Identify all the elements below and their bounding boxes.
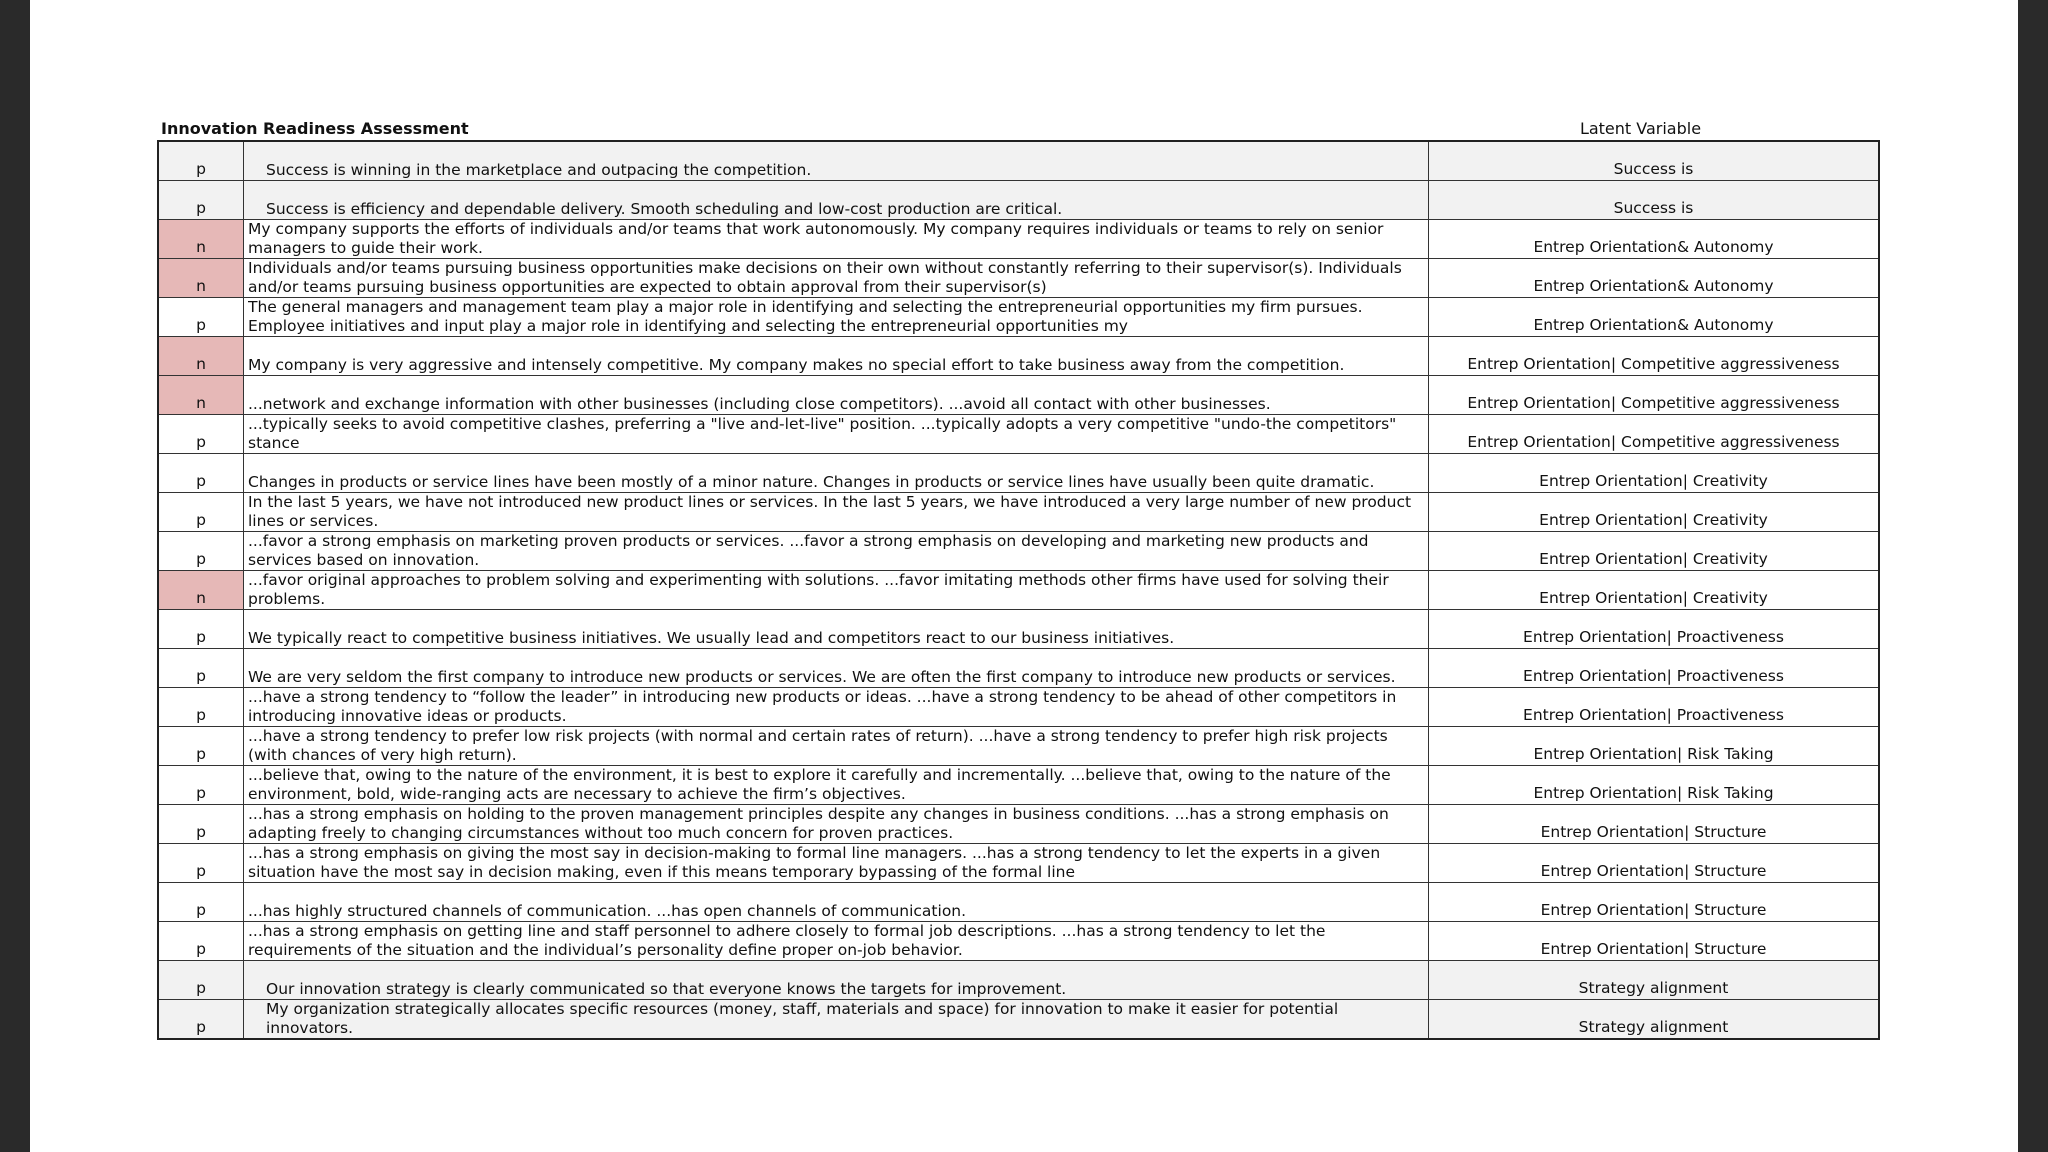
statement-cell — [244, 415, 1429, 454]
statement-cell — [244, 766, 1429, 805]
table-row — [158, 376, 1879, 415]
polarity-cell: p — [158, 649, 244, 688]
table-row — [158, 298, 1879, 337]
table-row — [158, 649, 1879, 688]
table-row — [158, 922, 1879, 961]
statement-cell — [244, 922, 1429, 961]
statement-text: Changes in products or service lines have been mostly of a minor nature. Changes in products or service lines have usually been quite dramatic. — [248, 473, 1375, 491]
statement-cell — [244, 649, 1429, 688]
statement-cell — [244, 376, 1429, 415]
latent-variable-cell: Entrep Orientation& Autonomy — [1429, 220, 1880, 259]
statement-text: My company supports the efforts of individuals and/or teams that work autonomously. My company requires individuals or teams to rely on senior managers to guide their work. — [248, 220, 1384, 257]
statement-cell — [244, 141, 1429, 181]
statement-cell — [244, 259, 1429, 298]
polarity-cell: p — [158, 688, 244, 727]
polarity-cell: n — [158, 220, 244, 259]
statement-text: Success is efficiency and dependable delivery. Smooth scheduling and low-cost production are critical. — [266, 200, 1063, 218]
polarity-cell: p — [158, 141, 244, 181]
polarity-cell: p — [158, 922, 244, 961]
statement-text: ...typically seeks to avoid competitive clashes, preferring a "live and-let-live" position. ...typically adopts a very competitive "undo-the competitors" stance — [248, 415, 1397, 452]
latent-variable-cell: Entrep Orientation| Competitive aggressiveness — [1429, 376, 1880, 415]
polarity-cell: p — [158, 883, 244, 922]
polarity-cell: p — [158, 961, 244, 1000]
polarity-cell: p — [158, 610, 244, 649]
statement-cell — [244, 337, 1429, 376]
latent-variable-cell: Success is — [1429, 181, 1880, 220]
polarity-cell: p — [158, 493, 244, 532]
polarity-cell: p — [158, 298, 244, 337]
sheet-title: Innovation Readiness Assessment — [161, 119, 469, 138]
statement-cell — [244, 571, 1429, 610]
statement-cell — [244, 844, 1429, 883]
latent-variable-cell: Entrep Orientation| Risk Taking — [1429, 727, 1880, 766]
statement-cell — [244, 532, 1429, 571]
document-page — [30, 0, 2018, 1152]
latent-variable-cell: Entrep Orientation| Creativity — [1429, 532, 1880, 571]
statement-cell — [244, 610, 1429, 649]
polarity-cell: p — [158, 454, 244, 493]
latent-variable-cell: Entrep Orientation| Structure — [1429, 844, 1880, 883]
statement-text: ...believe that, owing to the nature of the environment, it is best to explore it carefully and incrementally. ...believe that, owing to the nature of the environment, bold, wide-ranging acts are necessary to achieve the firm’s objectives. — [248, 766, 1391, 803]
latent-variable-cell: Entrep Orientation| Structure — [1429, 883, 1880, 922]
statement-text: ...have a strong tendency to prefer low risk projects (with normal and certain rates of return). ...have a strong tendency to prefer high risk projects (with chances of very high return). — [248, 727, 1388, 764]
polarity-cell: n — [158, 259, 244, 298]
table-row — [158, 766, 1879, 805]
statement-text: ...favor original approaches to problem solving and experimenting with solutions. ...favor imitating methods other firms have used for solving their problems. — [248, 571, 1389, 608]
polarity-cell: p — [158, 805, 244, 844]
latent-variable-cell: Success is — [1429, 141, 1880, 181]
table-row — [158, 532, 1879, 571]
table-row — [158, 727, 1879, 766]
latent-variable-header: Latent Variable — [1579, 119, 1702, 138]
polarity-cell: n — [158, 337, 244, 376]
polarity-cell: p — [158, 727, 244, 766]
latent-variable-cell: Entrep Orientation| Proactiveness — [1429, 688, 1880, 727]
table-row — [158, 181, 1879, 220]
polarity-cell: p — [158, 532, 244, 571]
table-row — [158, 844, 1879, 883]
latent-variable-cell: Entrep Orientation| Creativity — [1429, 454, 1880, 493]
statement-cell — [244, 220, 1429, 259]
latent-variable-cell: Strategy alignment — [1429, 961, 1880, 1000]
latent-variable-cell: Entrep Orientation| Creativity — [1429, 571, 1880, 610]
statement-text: ...has highly structured channels of communication. ...has open channels of communication. — [248, 902, 967, 920]
table-row — [158, 883, 1879, 922]
latent-variable-cell: Entrep Orientation| Competitive aggressiveness — [1429, 337, 1880, 376]
statement-text: ...have a strong tendency to “follow the leader” in introducing new products or ideas. ...have a strong tendency to be ahead of other competitors in introducing innovative ideas or products. — [248, 688, 1397, 725]
table-row — [158, 141, 1879, 181]
statement-cell — [244, 181, 1429, 220]
statement-text: Our innovation strategy is clearly communicated so that everyone knows the targets for improvement. — [266, 980, 1067, 998]
latent-variable-cell: Entrep Orientation| Creativity — [1429, 493, 1880, 532]
statement-cell — [244, 883, 1429, 922]
statement-cell — [244, 805, 1429, 844]
statement-text: ...network and exchange information with other businesses (including close competitors). ...avoid all contact with other businesses. — [248, 395, 1271, 413]
table-row — [158, 688, 1879, 727]
table-row — [158, 571, 1879, 610]
latent-variable-cell: Entrep Orientation| Proactiveness — [1429, 610, 1880, 649]
table-row — [158, 805, 1879, 844]
latent-variable-cell: Entrep Orientation| Proactiveness — [1429, 649, 1880, 688]
assessment-table — [157, 140, 1880, 1040]
polarity-cell: n — [158, 571, 244, 610]
latent-variable-cell: Entrep Orientation| Risk Taking — [1429, 766, 1880, 805]
statement-text: We typically react to competitive business initiatives. We usually lead and competitors react to our business initiatives. — [248, 629, 1175, 647]
statement-text: My company is very aggressive and intensely competitive. My company makes no special effort to take business away from the competition. — [248, 356, 1345, 374]
statement-cell — [244, 688, 1429, 727]
statement-text: ...has a strong emphasis on holding to the proven management principles despite any changes in business conditions. ...has a strong emphasis on adapting freely to changing circumstances without too much concern for proven practices. — [248, 805, 1389, 842]
table-row — [158, 961, 1879, 1000]
statement-text: We are very seldom the first company to introduce new products or services. We are often the first company to introduce new products or services. — [248, 668, 1396, 686]
polarity-cell: p — [158, 181, 244, 220]
statement-cell — [244, 493, 1429, 532]
table-row — [158, 220, 1879, 259]
table-row — [158, 415, 1879, 454]
latent-variable-cell: Entrep Orientation| Competitive aggressiveness — [1429, 415, 1880, 454]
statement-cell — [244, 1000, 1429, 1040]
table-row — [158, 493, 1879, 532]
polarity-cell: p — [158, 766, 244, 805]
statement-cell — [244, 727, 1429, 766]
assessment-sheet — [157, 118, 1880, 1040]
statement-text: ...has a strong emphasis on giving the most say in decision-making to formal line managers. ...has a strong tendency to let the experts in a given situation have the most say in decision making, even if this means temporary bypassing of the formal line — [248, 844, 1381, 881]
table-row — [158, 454, 1879, 493]
table-row — [158, 1000, 1879, 1040]
statement-cell — [244, 961, 1429, 1000]
table-row — [158, 610, 1879, 649]
statement-text: ...favor a strong emphasis on marketing proven products or services. ...favor a strong emphasis on developing and marketing new products and services based on innovation. — [248, 532, 1369, 569]
latent-variable-cell: Strategy alignment — [1429, 1000, 1880, 1040]
statement-text: My organization strategically allocates specific resources (money, staff, materials and space) for innovation to make it easier for potential innovators. — [266, 1000, 1339, 1037]
latent-variable-cell: Entrep Orientation& Autonomy — [1429, 259, 1880, 298]
table-row — [158, 259, 1879, 298]
latent-variable-cell: Entrep Orientation| Structure — [1429, 922, 1880, 961]
statement-text: Success is winning in the marketplace and outpacing the competition. — [266, 161, 812, 179]
polarity-cell: p — [158, 1000, 244, 1040]
statement-text: In the last 5 years, we have not introduced new product lines or services. In the last 5 years, we have introduced a very large number of new product lines or services. — [248, 493, 1412, 530]
latent-variable-cell: Entrep Orientation& Autonomy — [1429, 298, 1880, 337]
polarity-cell: p — [158, 415, 244, 454]
polarity-cell: p — [158, 844, 244, 883]
statement-cell — [244, 454, 1429, 493]
table-row — [158, 337, 1879, 376]
latent-variable-cell: Entrep Orientation| Structure — [1429, 805, 1880, 844]
sheet-header — [157, 118, 1880, 140]
statement-text: Individuals and/or teams pursuing business opportunities make decisions on their own without constantly referring to their supervisor(s). Individuals and/or teams pursuing business opportunities are expected to obtain approval from their supervisor(s) — [248, 259, 1402, 296]
polarity-cell: n — [158, 376, 244, 415]
statement-text: ...has a strong emphasis on getting line and staff personnel to adhere closely to formal job descriptions. ...has a strong tendency to let the requirements of the situation and the individual’s personality define proper on-job behavior. — [248, 922, 1326, 959]
statement-cell — [244, 298, 1429, 337]
statement-text: The general managers and management team play a major role in identifying and selecting the entrepreneurial opportunities my firm pursues. Employee initiatives and input play a major role in identifying and selecting the entrepreneurial opportunities my — [248, 298, 1363, 335]
